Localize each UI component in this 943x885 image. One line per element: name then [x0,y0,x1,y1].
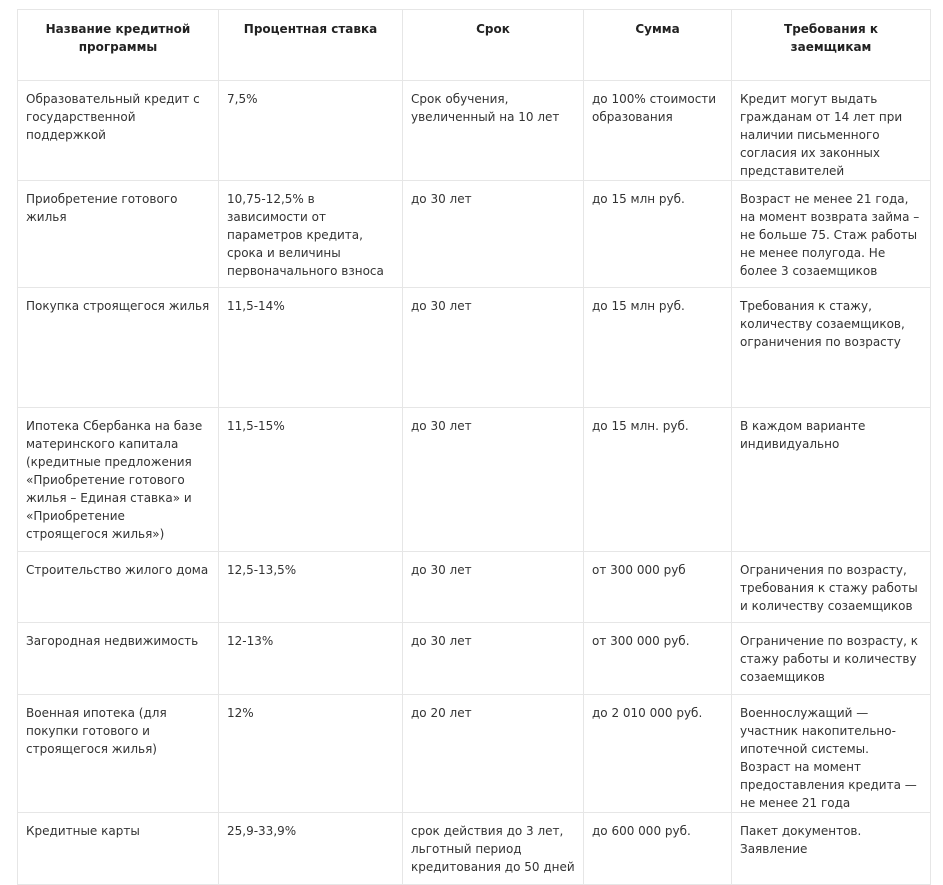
cell-amount: до 600 000 руб. [584,813,732,885]
cell-term: до 30 лет [403,408,584,552]
cell-program: Кредитные карты [18,813,219,885]
credit-programs-table [17,9,931,885]
cell-rate: 12-13% [219,623,403,695]
cell-requirements: Требования к стажу, количеству созаемщиков, ограничения по возрасту [732,288,931,408]
cell-rate: 7,5% [219,81,403,181]
table-row [18,695,931,813]
cell-program: Образовательный кредит с государственной поддержкой [18,81,219,181]
header-requirements: Требования к заемщикам [732,10,931,81]
cell-requirements: Кредит могут выдать гражданам от 14 лет при наличии письменного согласия их законных представителей [732,81,931,181]
cell-program: Приобретение готового жилья [18,181,219,288]
cell-term: до 30 лет [403,623,584,695]
cell-requirements: Ограничения по возрасту, требования к стажу работы и количеству созаемщиков [732,552,931,623]
cell-amount: от 300 000 руб [584,552,732,623]
cell-program: Военная ипотека (для покупки готового и строящегося жилья) [18,695,219,813]
header-rate: Процентная ставка [219,10,403,81]
cell-term: до 20 лет [403,695,584,813]
table-row [18,552,931,623]
header-term: Срок [403,10,584,81]
table-row [18,623,931,695]
table-row [18,813,931,885]
cell-term: до 30 лет [403,288,584,408]
cell-requirements: В каждом варианте индивидуально [732,408,931,552]
cell-term: срок действия до 3 лет, льготный период кредитования до 50 дней [403,813,584,885]
cell-program: Покупка строящегося жилья [18,288,219,408]
cell-requirements: Военнослужащий — участник накопительно-ипотечной системы. Возраст на момент предоставления кредита — не менее 21 года [732,695,931,813]
cell-term: до 30 лет [403,181,584,288]
header-amount: Сумма [584,10,732,81]
cell-program: Строительство жилого дома [18,552,219,623]
cell-requirements: Возраст не менее 21 года, на момент возврата займа – не больше 75. Стаж работы не менее полугода. Не более 3 созаемщиков [732,181,931,288]
cell-rate: 25,9-33,9% [219,813,403,885]
cell-rate: 12% [219,695,403,813]
cell-amount: до 100% стоимости образования [584,81,732,181]
cell-program: Загородная недвижимость [18,623,219,695]
cell-term: до 30 лет [403,552,584,623]
table-row [18,408,931,552]
cell-rate: 10,75-12,5% в зависимости от параметров кредита, срока и величины первоначального взноса [219,181,403,288]
cell-program: Ипотека Сбербанка на базе материнского капитала (кредитные предложения «Приобретение готового жилья – Единая ставка» и «Приобретение строящегося жилья») [18,408,219,552]
cell-requirements: Ограничение по возрасту, к стажу работы и количеству созаемщиков [732,623,931,695]
cell-amount: до 2 010 000 руб. [584,695,732,813]
cell-amount: до 15 млн. руб. [584,408,732,552]
table-row [18,181,931,288]
header-program: Название кредитной программы [18,10,219,81]
table-header-row [18,10,931,81]
cell-amount: от 300 000 руб. [584,623,732,695]
cell-rate: 11,5-15% [219,408,403,552]
table-row [18,288,931,408]
cell-amount: до 15 млн руб. [584,288,732,408]
table-row [18,81,931,181]
cell-requirements: Пакет документов. Заявление [732,813,931,885]
cell-rate: 11,5-14% [219,288,403,408]
cell-amount: до 15 млн руб. [584,181,732,288]
cell-term: Срок обучения, увеличенный на 10 лет [403,81,584,181]
cell-rate: 12,5-13,5% [219,552,403,623]
